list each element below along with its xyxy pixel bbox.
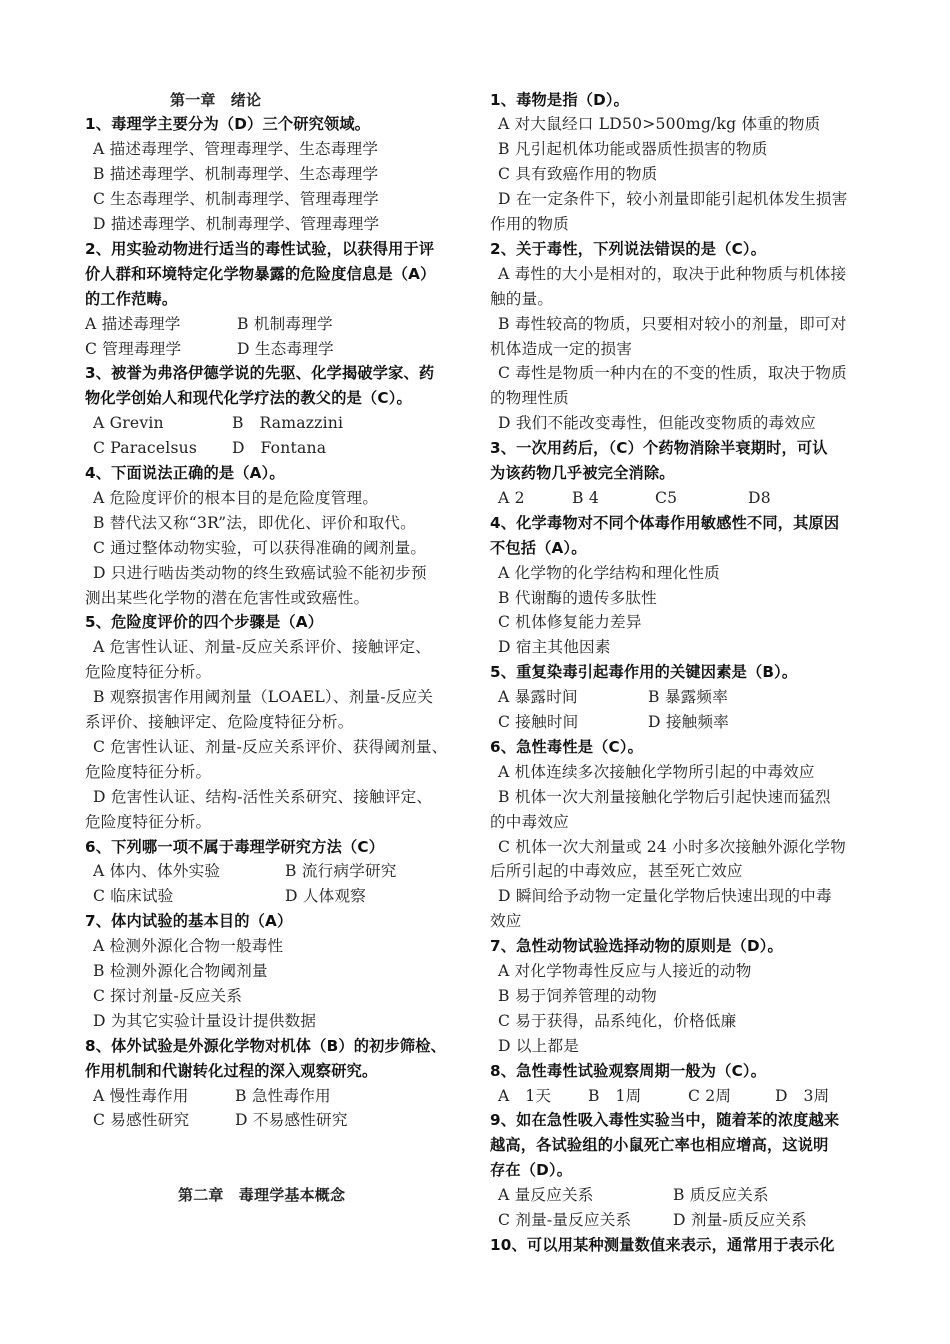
option-text: 测出某些化学物的潜在危害性或致癌性。 xyxy=(85,588,370,607)
question-text: 越高，各试验组的小鼠死亡率也相应增高，这说明 xyxy=(490,1136,829,1155)
option-text: B 检测外源化合物阈剂量 xyxy=(93,962,268,980)
question-text: 不包括（A）。 xyxy=(490,538,587,557)
question-text: 存在（D）。 xyxy=(490,1161,573,1180)
option-text: C 剂量-量反应关系 xyxy=(498,1211,632,1229)
option-text: C 机体一次大剂量或 24 小时多次接触外源化学物 xyxy=(498,837,846,856)
question-text: 2、用实验动物进行适当的毒性试验，以获得用于评 xyxy=(85,239,435,258)
option-text: A 描述毒理学 xyxy=(85,314,181,333)
option-text: B 1周 xyxy=(588,1086,642,1105)
option-text: C 毒性是物质一种内在的不变的性质，取决于物质 xyxy=(498,364,847,383)
question-text: 10、可以用某种测量数值来表示，通常用于表示化 xyxy=(490,1235,835,1254)
option-text: C 生态毒理学、机制毒理学、管理毒理学 xyxy=(93,190,379,209)
option-text: B 机制毒理学 xyxy=(237,314,333,333)
question-text: 8、急性毒性试验观察周期一般为（C）。 xyxy=(490,1061,767,1080)
option-text: 作用的物质 xyxy=(490,215,569,233)
option-text: 危险度特征分析。 xyxy=(85,812,212,831)
question-text: 7、体内试验的基本目的（A） xyxy=(85,912,293,931)
question-text: 3、一次用药后，（C）个药物消除半衰期时，可认 xyxy=(490,439,828,458)
option-text: 危险度特征分析。 xyxy=(85,762,212,781)
question-text: 6、下列哪一项不属于毒理学研究方法（C） xyxy=(85,837,385,856)
question-text: 1、毒理学主要分为（D）三个研究领域。 xyxy=(85,115,371,134)
question-text: 的工作范畴。 xyxy=(85,289,178,308)
option-text: C5 xyxy=(655,488,678,507)
option-text: B 流行病学研究 xyxy=(285,862,397,881)
option-text: B 观察损害作用阈剂量（LOAEL）、剂量-反应关 xyxy=(93,688,434,707)
option-text: B 易于饲养管理的动物 xyxy=(498,986,657,1005)
option-text: D 以上都是 xyxy=(498,1036,580,1055)
option-text: B 4 xyxy=(572,488,599,507)
option-text: C 危害性认证、剂量-反应关系评价、获得阈剂量、 xyxy=(93,737,448,756)
option-text: D 只进行啮齿类动物的终生致癌试验不能初步预 xyxy=(93,563,427,582)
option-text: A 化学物的化学结构和理化性质 xyxy=(498,563,720,582)
question-text: 9、如在急性吸入毒性实验当中，随着苯的浓度越来 xyxy=(490,1111,840,1130)
option-text: A 体内、体外实验 xyxy=(93,862,221,881)
option-text: D Fontana xyxy=(232,439,327,458)
option-text: A 毒性的大小是相对的，取决于此种物质与机体接 xyxy=(498,264,847,283)
option-text: A 危险度评价的根本目的是危险度管理。 xyxy=(93,488,379,507)
option-text: D 剂量-质反应关系 xyxy=(673,1211,807,1229)
option-text: D 生态毒理学 xyxy=(237,339,334,358)
option-text: D 人体观察 xyxy=(285,887,367,906)
question-text: 8、体外试验是外源化学物对机体（B）的初步筛检、 xyxy=(85,1036,447,1055)
option-text: D 描述毒理学、机制毒理学、管理毒理学 xyxy=(93,215,380,233)
option-text: 的中毒效应 xyxy=(490,812,569,831)
option-text: B 暴露频率 xyxy=(648,688,728,707)
option-text: 机体造成一定的损害 xyxy=(490,339,633,358)
question-text: 价人群和环境特定化学物暴露的危险度信息是（A） xyxy=(85,264,436,283)
option-text: C 通过整体动物实验，可以获得准确的阈剂量。 xyxy=(93,538,427,557)
question-text: 2、关于毒性，下列说法错误的是（C）。 xyxy=(490,239,767,258)
option-text: D 瞬间给予动物一定量化学物后快速出现的中毒 xyxy=(498,887,832,906)
chapter-heading: 第一章 绪论 xyxy=(170,90,262,109)
option-text: A 机体连续多次接触化学物所引起的中毒效应 xyxy=(498,762,815,781)
option-text: A Grevin xyxy=(93,414,164,433)
chapter-heading: 第二章 毒理学基本概念 xyxy=(178,1186,346,1205)
question-text: 4、化学毒物对不同个体毒作用敏感性不同，其原因 xyxy=(490,513,840,532)
option-text: C 易于获得，品系纯化，价格低廉 xyxy=(498,1011,737,1030)
question-text: 3、被誉为弗洛伊德学说的先驱、化学揭破学家、药 xyxy=(85,364,435,383)
option-text: 的物理性质 xyxy=(490,389,569,408)
option-text: C 2周 xyxy=(688,1086,732,1105)
option-text: A 描述毒理学、管理毒理学、生态毒理学 xyxy=(93,140,379,159)
option-text: B 质反应关系 xyxy=(673,1186,769,1205)
option-text: C 探讨剂量-反应关系 xyxy=(93,986,243,1005)
question-text: 6、急性毒性是（C）。 xyxy=(490,737,644,756)
option-text: A 慢性毒作用 xyxy=(93,1086,189,1105)
option-text: D 危害性认证、结构-活性关系研究、接触评定、 xyxy=(93,787,433,806)
option-text: D 3周 xyxy=(775,1086,830,1105)
left-column xyxy=(85,0,465,1344)
question-text: 4、下面说法正确的是（A）。 xyxy=(85,464,285,482)
option-text: C 接触时间 xyxy=(498,713,579,731)
option-text: A 对大鼠经口 LD50>500mg/kg 体重的物质 xyxy=(498,115,821,134)
option-text: B 毒性较高的物质，只要相对较小的剂量，即可对 xyxy=(498,314,847,333)
option-text: 系评价、接触评定、危险度特征分析。 xyxy=(85,713,354,731)
option-text: A 量反应关系 xyxy=(498,1186,594,1205)
question-text: 为该药物几乎被完全消除。 xyxy=(490,464,675,482)
option-text: 触的量。 xyxy=(490,289,554,308)
option-text: A 2 xyxy=(498,488,525,507)
option-text: 效应 xyxy=(490,912,522,931)
option-text: A 1天 xyxy=(498,1086,552,1105)
option-text: 后所引起的中毒效应，甚至死亡效应 xyxy=(490,862,743,881)
option-text: C 管理毒理学 xyxy=(85,339,182,358)
option-text: D 宿主其他因素 xyxy=(498,638,611,657)
question-text: 1、毒物是指（D）。 xyxy=(490,90,630,109)
option-text: B Ramazzini xyxy=(232,414,344,433)
right-column xyxy=(490,0,865,1344)
option-text: C 易感性研究 xyxy=(93,1111,190,1130)
option-text: B 急性毒作用 xyxy=(235,1086,331,1105)
option-text: A 危害性认证、剂量-反应关系评价、接触评定、 xyxy=(93,638,431,657)
question-text: 7、急性动物试验选择动物的原则是（D）。 xyxy=(490,937,783,956)
option-text: A 暴露时间 xyxy=(498,688,578,707)
option-text: B 替代法又称“3R”法，即优化、评价和取代。 xyxy=(93,513,416,532)
option-text: A 对化学物毒性反应与人接近的动物 xyxy=(498,962,752,980)
option-text: 危险度特征分析。 xyxy=(85,663,212,682)
option-text: C 机体修复能力差异 xyxy=(498,613,642,632)
option-text: B 凡引起机体功能或器质性损害的物质 xyxy=(498,140,768,159)
option-text: C 具有致癌作用的物质 xyxy=(498,165,658,184)
question-text: 作用机制和代谢转化过程的深入观察研究。 xyxy=(85,1061,378,1080)
question-text: 物化学创始人和现代化学疗法的教父的是（C）。 xyxy=(85,389,412,408)
option-text: C Paracelsus xyxy=(93,439,198,458)
option-text: A 检测外源化合物一般毒性 xyxy=(93,937,284,956)
question-text: 5、重复染毒引起毒作用的关键因素是（B）。 xyxy=(490,663,798,682)
option-text: D 接触频率 xyxy=(648,713,730,731)
option-text: D 为其它实验计量设计提供数据 xyxy=(93,1011,317,1030)
option-text: D8 xyxy=(748,488,771,507)
option-text: D 我们不能改变毒性，但能改变物质的毒效应 xyxy=(498,414,816,433)
option-text: B 机体一次大剂量接触化学物后引起快速而猛烈 xyxy=(498,787,831,806)
question-text: 5、危险度评价的四个步骤是（A） xyxy=(85,613,324,632)
option-text: D 不易感性研究 xyxy=(235,1111,348,1130)
option-text: C 临床试验 xyxy=(93,887,174,906)
option-text: D 在一定条件下，较小剂量即能引起机体发生损害 xyxy=(498,190,848,209)
option-text: B 描述毒理学、机制毒理学、生态毒理学 xyxy=(93,165,379,184)
option-text: B 代谢酶的遗传多肽性 xyxy=(498,588,657,607)
